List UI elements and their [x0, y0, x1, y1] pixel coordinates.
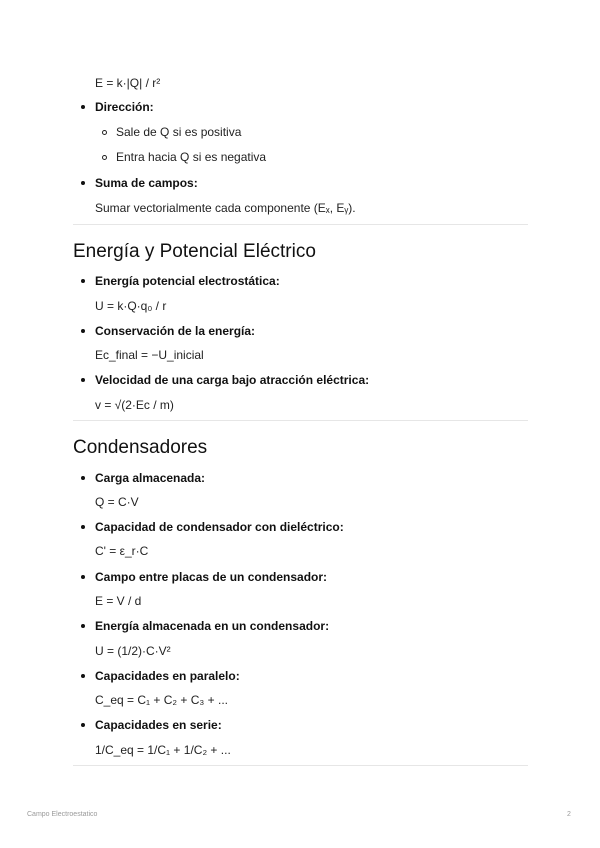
energia-item-title: Conservación de la energía: [95, 324, 256, 338]
condensador-item-formula: C_eq = C₁ + C₂ + C₃ + ... [95, 693, 228, 707]
condensador-item-formula: E = V / d [95, 594, 142, 608]
condensador-item-formula: 1/C_eq = 1/C₁ + 1/C₂ + ... [95, 743, 231, 757]
section-heading-condensadores: Condensadores [73, 437, 208, 458]
sub-bullet [102, 155, 107, 160]
bullet [81, 575, 85, 579]
condensador-item-title: Capacidad de condensador con dieléctrico: [95, 520, 344, 534]
condensador-item-title: Energía almacenada en un condensador: [95, 619, 330, 633]
footer-title: Campo Electroestatico [27, 811, 98, 818]
energia-item-title: Energía potencial electrostática: [95, 274, 280, 288]
energia-item-formula: U = k·Q·q₀ / r [95, 299, 167, 313]
section-divider [73, 224, 528, 225]
condensador-item-title: Carga almacenada: [95, 471, 206, 485]
bullet [81, 624, 85, 628]
bullet [81, 525, 85, 529]
condensador-item-title: Campo entre placas de un condensador: [95, 570, 328, 584]
bullet [81, 181, 85, 185]
condensador-item-formula: U = (1/2)·C·V² [95, 644, 171, 658]
energia-item-title: Velocidad de una carga bajo atracción eléctrica: [95, 373, 370, 387]
condensador-item-formula: C' = ε_r·C [95, 544, 149, 558]
direccion-title: Dirección: [95, 100, 154, 114]
suma-text: Sumar vectorialmente cada componente (Eₓ, Eᵧ). [95, 201, 356, 215]
section-divider [73, 765, 528, 766]
direccion-item: Sale de Q si es positiva [116, 125, 242, 139]
direccion-item: Entra hacia Q si es negativa [116, 150, 267, 164]
condensador-item-title: Capacidades en serie: [95, 718, 222, 732]
bullet [81, 723, 85, 727]
energia-item-formula: v = √(2·Ec / m) [95, 398, 174, 412]
bullet [81, 378, 85, 382]
page-number: 2 [567, 811, 571, 818]
sub-bullet [102, 130, 107, 135]
section-heading-energia: Energía y Potencial Eléctrico [73, 241, 316, 262]
energia-item-formula: Ec_final = −U_inicial [95, 348, 204, 362]
condensador-item-formula: Q = C·V [95, 495, 139, 509]
bullet [81, 329, 85, 333]
condensador-item-title: Capacidades en paralelo: [95, 669, 240, 683]
field-formula: E = k·|Q| / r² [95, 76, 161, 90]
bullet [81, 476, 85, 480]
section-divider [73, 420, 528, 421]
bullet [81, 674, 85, 678]
bullet [81, 279, 85, 283]
bullet [81, 105, 85, 109]
suma-title: Suma de campos: [95, 176, 198, 190]
